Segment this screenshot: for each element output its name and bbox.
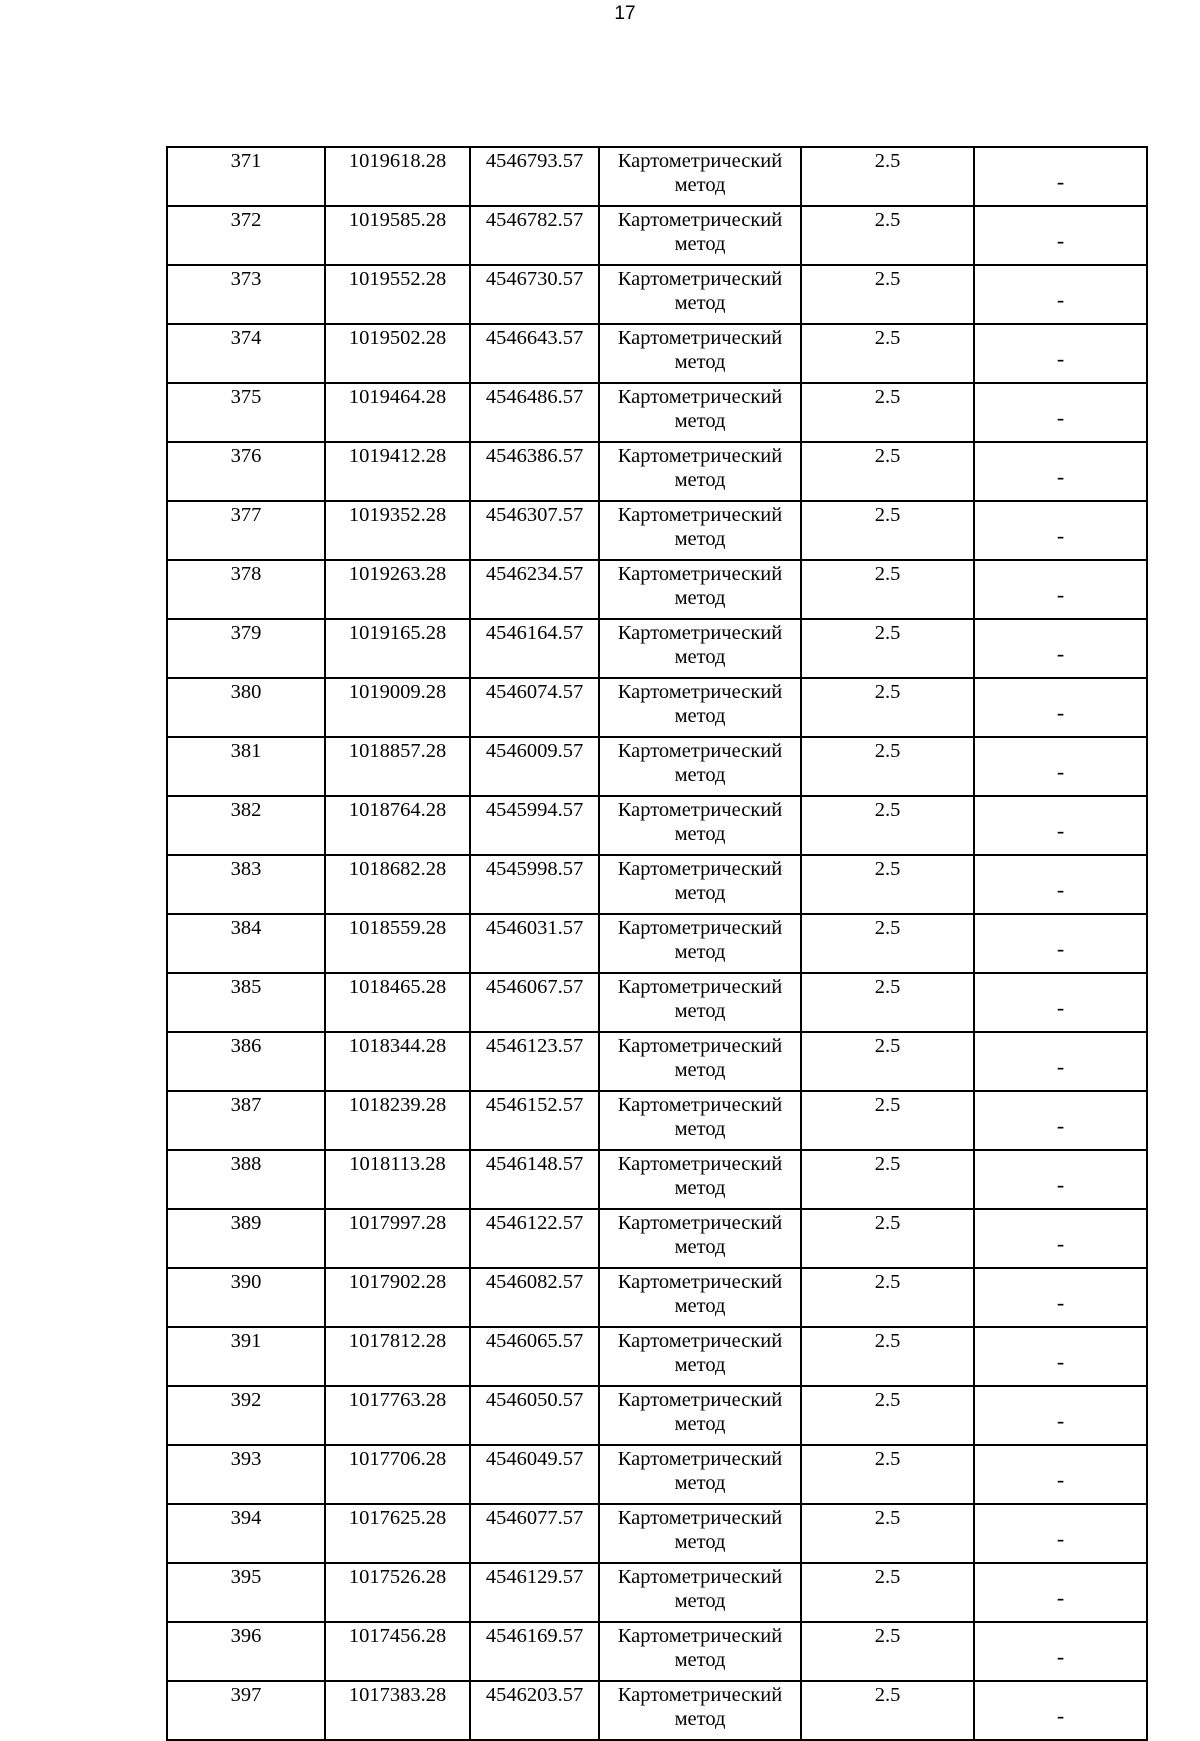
table-row	[167, 973, 1147, 1032]
method-line-1: Картометрический	[617, 327, 783, 349]
method-line-1: Картометрический	[617, 386, 783, 408]
point-number-cell: 390	[167, 1268, 325, 1327]
table-row	[167, 796, 1147, 855]
x-coordinate-cell: 1017456.28	[325, 1622, 470, 1681]
accuracy-cell: 2.5	[801, 560, 974, 619]
accuracy-cell: 2.5	[801, 914, 974, 973]
accuracy-cell: 2.5	[801, 796, 974, 855]
note-cell: -	[974, 1327, 1147, 1386]
accuracy-cell: 2.5	[801, 1386, 974, 1445]
point-number-cell: 385	[167, 973, 325, 1032]
x-coordinate-cell: 1018559.28	[325, 914, 470, 973]
point-number-cell: 375	[167, 383, 325, 442]
method-line-2: метод	[674, 351, 726, 373]
method-line-2: метод	[674, 233, 726, 255]
method-cell	[599, 1327, 801, 1386]
note-cell: -	[974, 796, 1147, 855]
point-number-cell: 396	[167, 1622, 325, 1681]
note-cell: -	[974, 265, 1147, 324]
y-coordinate-cell: 4546203.57	[470, 1681, 599, 1740]
method-line-2: метод	[674, 1590, 726, 1612]
y-coordinate-cell: 4545998.57	[470, 855, 599, 914]
x-coordinate-cell: 1018857.28	[325, 737, 470, 796]
method-line-2: метод	[674, 1354, 726, 1376]
accuracy-cell: 2.5	[801, 1563, 974, 1622]
method-line-1: Картометрический	[617, 976, 783, 998]
point-number-cell: 394	[167, 1504, 325, 1563]
method-cell	[599, 737, 801, 796]
point-number-cell: 380	[167, 678, 325, 737]
note-cell: -	[974, 1445, 1147, 1504]
accuracy-cell: 2.5	[801, 442, 974, 501]
y-coordinate-cell: 4546643.57	[470, 324, 599, 383]
method-line-1: Картометрический	[617, 1566, 783, 1588]
method-cell	[599, 1091, 801, 1150]
x-coordinate-cell: 1018465.28	[325, 973, 470, 1032]
method-line-2: метод	[674, 1059, 726, 1081]
method-line-1: Картометрический	[617, 1330, 783, 1352]
point-number-cell: 391	[167, 1327, 325, 1386]
point-number-cell: 386	[167, 1032, 325, 1091]
x-coordinate-cell: 1019352.28	[325, 501, 470, 560]
method-line-1: Картометрический	[617, 1389, 783, 1411]
method-line-2: метод	[674, 1531, 726, 1553]
point-number-cell: 382	[167, 796, 325, 855]
table-row	[167, 855, 1147, 914]
point-number-cell: 393	[167, 1445, 325, 1504]
point-number-cell: 378	[167, 560, 325, 619]
method-line-1: Картометрический	[617, 1684, 783, 1706]
y-coordinate-cell: 4546307.57	[470, 501, 599, 560]
method-line-1: Картометрический	[617, 1271, 783, 1293]
y-coordinate-cell: 4546730.57	[470, 265, 599, 324]
point-number-cell: 381	[167, 737, 325, 796]
note-cell: -	[974, 383, 1147, 442]
table-row	[167, 265, 1147, 324]
y-coordinate-cell: 4546386.57	[470, 442, 599, 501]
method-line-2: метод	[674, 1708, 726, 1730]
note-cell: -	[974, 501, 1147, 560]
coordinates-table-body	[167, 147, 1147, 1740]
y-coordinate-cell: 4546077.57	[470, 1504, 599, 1563]
note-cell: -	[974, 1622, 1147, 1681]
note-cell: -	[974, 1386, 1147, 1445]
table-row	[167, 1327, 1147, 1386]
method-line-1: Картометрический	[617, 740, 783, 762]
y-coordinate-cell: 4546123.57	[470, 1032, 599, 1091]
table-row	[167, 560, 1147, 619]
note-cell: -	[974, 1563, 1147, 1622]
note-cell: -	[974, 560, 1147, 619]
x-coordinate-cell: 1017997.28	[325, 1209, 470, 1268]
note-cell: -	[974, 442, 1147, 501]
method-line-1: Картометрический	[617, 1094, 783, 1116]
table-row	[167, 1563, 1147, 1622]
note-cell: -	[974, 678, 1147, 737]
y-coordinate-cell: 4546793.57	[470, 147, 599, 206]
table-row	[167, 1504, 1147, 1563]
method-line-1: Картометрический	[617, 1035, 783, 1057]
point-number-cell: 395	[167, 1563, 325, 1622]
method-line-2: метод	[674, 469, 726, 491]
method-line-2: метод	[674, 292, 726, 314]
method-line-2: метод	[674, 1413, 726, 1435]
note-cell: -	[974, 1504, 1147, 1563]
method-line-2: метод	[674, 646, 726, 668]
x-coordinate-cell: 1017383.28	[325, 1681, 470, 1740]
x-coordinate-cell: 1017526.28	[325, 1563, 470, 1622]
method-cell	[599, 501, 801, 560]
accuracy-cell: 2.5	[801, 1091, 974, 1150]
method-cell	[599, 1209, 801, 1268]
x-coordinate-cell: 1018682.28	[325, 855, 470, 914]
method-line-2: метод	[674, 587, 726, 609]
method-line-2: метод	[674, 1236, 726, 1258]
accuracy-cell: 2.5	[801, 1681, 974, 1740]
accuracy-cell: 2.5	[801, 1622, 974, 1681]
accuracy-cell: 2.5	[801, 265, 974, 324]
note-cell: -	[974, 855, 1147, 914]
table-row	[167, 442, 1147, 501]
table-row	[167, 678, 1147, 737]
method-line-1: Картометрический	[617, 1448, 783, 1470]
method-cell	[599, 324, 801, 383]
method-line-1: Картометрический	[617, 445, 783, 467]
y-coordinate-cell: 4546152.57	[470, 1091, 599, 1150]
x-coordinate-cell: 1018113.28	[325, 1150, 470, 1209]
method-cell	[599, 1150, 801, 1209]
method-line-1: Картометрический	[617, 681, 783, 703]
method-line-1: Картометрический	[617, 150, 783, 172]
accuracy-cell: 2.5	[801, 1209, 974, 1268]
accuracy-cell: 2.5	[801, 678, 974, 737]
method-line-1: Картометрический	[617, 1153, 783, 1175]
accuracy-cell: 2.5	[801, 619, 974, 678]
accuracy-cell: 2.5	[801, 1504, 974, 1563]
table-row	[167, 206, 1147, 265]
table-row	[167, 737, 1147, 796]
x-coordinate-cell: 1017812.28	[325, 1327, 470, 1386]
method-line-1: Картометрический	[617, 622, 783, 644]
y-coordinate-cell: 4546782.57	[470, 206, 599, 265]
accuracy-cell: 2.5	[801, 737, 974, 796]
y-coordinate-cell: 4546486.57	[470, 383, 599, 442]
method-line-1: Картометрический	[617, 799, 783, 821]
table-row	[167, 1150, 1147, 1209]
accuracy-cell: 2.5	[801, 1445, 974, 1504]
x-coordinate-cell: 1019412.28	[325, 442, 470, 501]
point-number-cell: 384	[167, 914, 325, 973]
x-coordinate-cell: 1019464.28	[325, 383, 470, 442]
point-number-cell: 372	[167, 206, 325, 265]
table-row	[167, 383, 1147, 442]
note-cell: -	[974, 914, 1147, 973]
method-line-1: Картометрический	[617, 858, 783, 880]
y-coordinate-cell: 4546169.57	[470, 1622, 599, 1681]
method-line-2: метод	[674, 1295, 726, 1317]
note-cell: -	[974, 737, 1147, 796]
table-row	[167, 1445, 1147, 1504]
note-cell: -	[974, 324, 1147, 383]
accuracy-cell: 2.5	[801, 383, 974, 442]
method-line-1: Картометрический	[617, 563, 783, 585]
page-number: 17	[614, 3, 636, 24]
method-line-2: метод	[674, 882, 726, 904]
point-number-cell: 392	[167, 1386, 325, 1445]
table-row	[167, 1032, 1147, 1091]
point-number-cell: 377	[167, 501, 325, 560]
method-line-2: метод	[674, 1000, 726, 1022]
table-row	[167, 324, 1147, 383]
method-cell	[599, 1032, 801, 1091]
note-cell: -	[974, 1681, 1147, 1740]
method-cell	[599, 442, 801, 501]
note-cell: -	[974, 619, 1147, 678]
x-coordinate-cell: 1019618.28	[325, 147, 470, 206]
y-coordinate-cell: 4546082.57	[470, 1268, 599, 1327]
method-line-1: Картометрический	[617, 504, 783, 526]
point-number-cell: 379	[167, 619, 325, 678]
method-cell	[599, 1681, 801, 1740]
x-coordinate-cell: 1018764.28	[325, 796, 470, 855]
method-cell	[599, 1386, 801, 1445]
table-row	[167, 147, 1147, 206]
method-line-1: Картометрический	[617, 1212, 783, 1234]
note-cell: -	[974, 973, 1147, 1032]
method-line-2: метод	[674, 941, 726, 963]
table-row	[167, 1386, 1147, 1445]
method-cell	[599, 1268, 801, 1327]
table-row	[167, 501, 1147, 560]
accuracy-cell: 2.5	[801, 1032, 974, 1091]
method-line-2: метод	[674, 1472, 726, 1494]
coordinates-table	[166, 146, 1148, 1741]
x-coordinate-cell: 1017625.28	[325, 1504, 470, 1563]
accuracy-cell: 2.5	[801, 973, 974, 1032]
y-coordinate-cell: 4546065.57	[470, 1327, 599, 1386]
method-cell	[599, 1622, 801, 1681]
point-number-cell: 374	[167, 324, 325, 383]
y-coordinate-cell: 4546067.57	[470, 973, 599, 1032]
accuracy-cell: 2.5	[801, 206, 974, 265]
method-cell	[599, 796, 801, 855]
accuracy-cell: 2.5	[801, 1268, 974, 1327]
method-line-2: метод	[674, 1118, 726, 1140]
method-cell	[599, 1504, 801, 1563]
method-cell	[599, 619, 801, 678]
note-cell: -	[974, 1032, 1147, 1091]
method-line-2: метод	[674, 1649, 726, 1671]
y-coordinate-cell: 4546074.57	[470, 678, 599, 737]
y-coordinate-cell: 4546009.57	[470, 737, 599, 796]
accuracy-cell: 2.5	[801, 147, 974, 206]
x-coordinate-cell: 1018344.28	[325, 1032, 470, 1091]
method-cell	[599, 560, 801, 619]
note-cell: -	[974, 1091, 1147, 1150]
method-line-2: метод	[674, 410, 726, 432]
note-cell: -	[974, 147, 1147, 206]
point-number-cell: 373	[167, 265, 325, 324]
method-line-2: метод	[674, 1177, 726, 1199]
point-number-cell: 371	[167, 147, 325, 206]
y-coordinate-cell: 4546129.57	[470, 1563, 599, 1622]
accuracy-cell: 2.5	[801, 324, 974, 383]
x-coordinate-cell: 1019585.28	[325, 206, 470, 265]
accuracy-cell: 2.5	[801, 855, 974, 914]
x-coordinate-cell: 1017763.28	[325, 1386, 470, 1445]
method-cell	[599, 206, 801, 265]
point-number-cell: 389	[167, 1209, 325, 1268]
note-cell: -	[974, 1150, 1147, 1209]
method-line-2: метод	[674, 174, 726, 196]
accuracy-cell: 2.5	[801, 501, 974, 560]
y-coordinate-cell: 4546031.57	[470, 914, 599, 973]
point-number-cell: 387	[167, 1091, 325, 1150]
point-number-cell: 388	[167, 1150, 325, 1209]
y-coordinate-cell: 4546122.57	[470, 1209, 599, 1268]
method-line-1: Картометрический	[617, 1507, 783, 1529]
table-row	[167, 1622, 1147, 1681]
y-coordinate-cell: 4546164.57	[470, 619, 599, 678]
note-cell: -	[974, 1209, 1147, 1268]
x-coordinate-cell: 1019165.28	[325, 619, 470, 678]
x-coordinate-cell: 1019263.28	[325, 560, 470, 619]
point-number-cell: 383	[167, 855, 325, 914]
table-row	[167, 1091, 1147, 1150]
method-line-1: Картометрический	[617, 917, 783, 939]
y-coordinate-cell: 4546234.57	[470, 560, 599, 619]
method-line-1: Картометрический	[617, 268, 783, 290]
method-line-2: метод	[674, 764, 726, 786]
note-cell: -	[974, 206, 1147, 265]
method-cell	[599, 855, 801, 914]
note-cell: -	[974, 1268, 1147, 1327]
x-coordinate-cell: 1019502.28	[325, 324, 470, 383]
point-number-cell: 397	[167, 1681, 325, 1740]
accuracy-cell: 2.5	[801, 1327, 974, 1386]
method-cell	[599, 383, 801, 442]
method-cell	[599, 678, 801, 737]
method-cell	[599, 914, 801, 973]
x-coordinate-cell: 1019552.28	[325, 265, 470, 324]
y-coordinate-cell: 4546148.57	[470, 1150, 599, 1209]
table-row	[167, 1209, 1147, 1268]
method-line-2: метод	[674, 705, 726, 727]
method-cell	[599, 265, 801, 324]
x-coordinate-cell: 1018239.28	[325, 1091, 470, 1150]
table-row	[167, 1681, 1147, 1740]
y-coordinate-cell: 4546050.57	[470, 1386, 599, 1445]
method-cell	[599, 973, 801, 1032]
accuracy-cell: 2.5	[801, 1150, 974, 1209]
table-row	[167, 619, 1147, 678]
point-number-cell: 376	[167, 442, 325, 501]
table-row	[167, 914, 1147, 973]
x-coordinate-cell: 1017902.28	[325, 1268, 470, 1327]
x-coordinate-cell: 1017706.28	[325, 1445, 470, 1504]
method-line-2: метод	[674, 528, 726, 550]
method-line-2: метод	[674, 823, 726, 845]
y-coordinate-cell: 4546049.57	[470, 1445, 599, 1504]
method-line-1: Картометрический	[617, 209, 783, 231]
table-row	[167, 1268, 1147, 1327]
y-coordinate-cell: 4545994.57	[470, 796, 599, 855]
x-coordinate-cell: 1019009.28	[325, 678, 470, 737]
method-cell	[599, 1445, 801, 1504]
method-line-1: Картометрический	[617, 1625, 783, 1647]
method-cell	[599, 147, 801, 206]
method-cell	[599, 1563, 801, 1622]
